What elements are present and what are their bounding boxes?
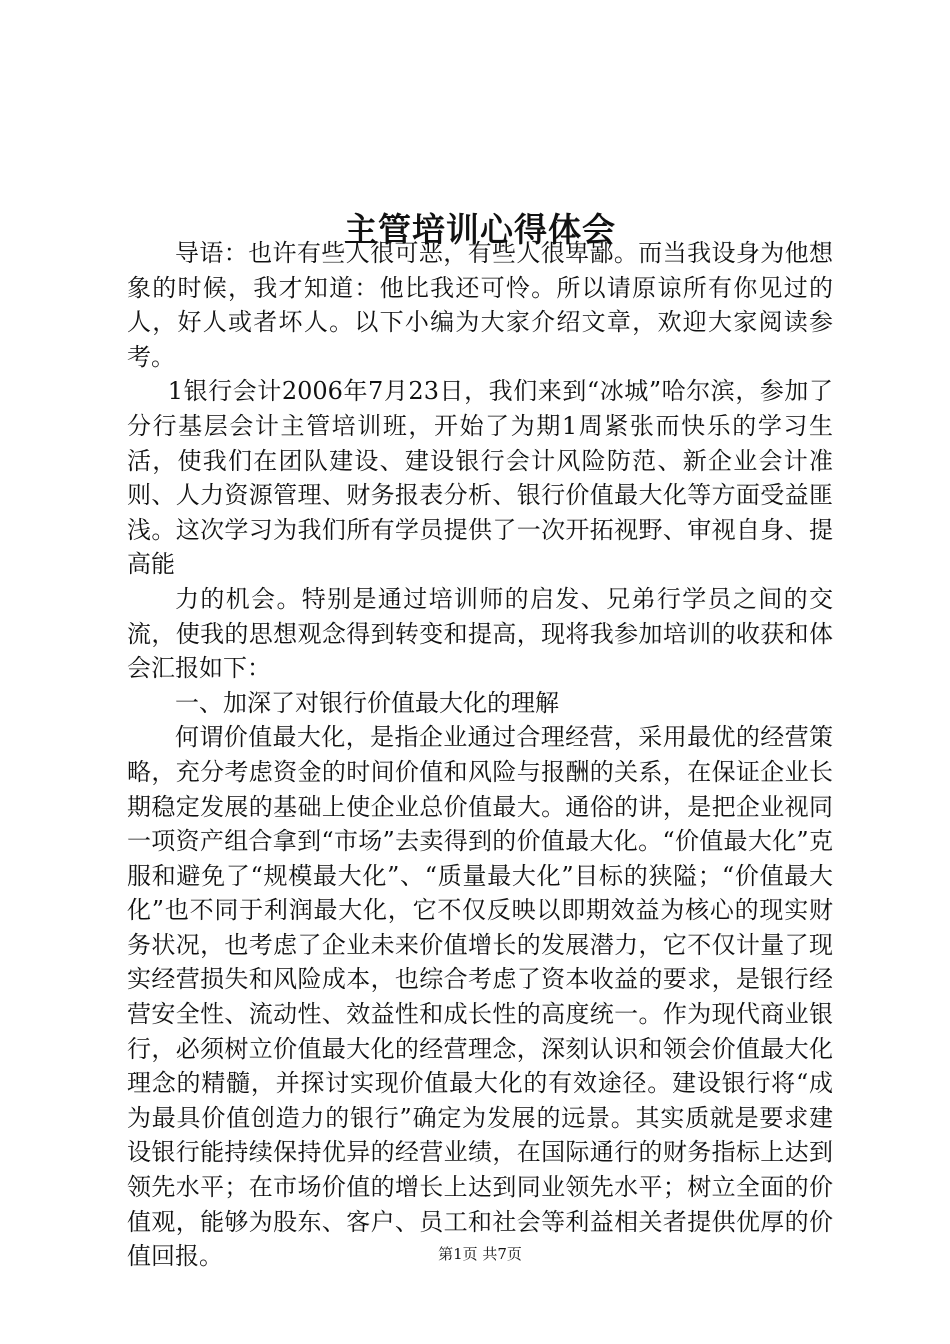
body-paragraph: 何谓价值最大化，是指企业通过合理经营，采用最优的经营策略，充分考虑资金的时间价值和风险与报酬的关系，在保证企业长期稳定发展的基础上使企业总价值最大。通俗的讲，是把企业视同一项资产组合拿到“市场”去卖得到的价值最大化。“价值最大化”克服和避免了“规模最大化”、“质量最大化”目标的狭隘；“价值最大化”也不同于利润最大化，它不仅反映以即期效益为核心的现实财务状况，也考虑了企业未来价值增长的发展潜力，它不仅计量了现实经营损失和风险成本，也综合考虑了资本收益的要求，是银行经营安全性、流动性、效益性和成长性的高度统一。作为现代商业银行，必须树立价值最大化的经营理念，深刻认识和领会价值最大化理念的精髓，并探讨实现价值最大化的有效途径。建设银行将“成为最具价值创造力的银行”确定为发展的远景。其实质就是要求建设银行能持续保持优异的经营业绩，在国际通行的财务指标上达到领先水平；在市场价值的增长上达到同业领先水平；树立全面的价值观，能够为股东、客户、员工和社会等利益相关者提供优厚的价值回报。 [127,723,833,1271]
body-paragraph: 力的机会。特别是通过培训师的启发、兄弟行学员之间的交流，使我的思想观念得到转变和提高，现将我参加培训的收获和体会汇报如下： [127,584,833,683]
section-heading: 一、加深了对银行价值最大化的理解 [175,688,559,717]
document-body [127,236,833,1274]
intro-paragraph: 导语：也许有些人很可恶，有些人很卑鄙。而当我设身为他想象的时候，我才知道：他比我还可怜。所以请原谅所有你见过的人，好人或者坏人。以下小编为大家介绍文章，欢迎大家阅读参考。 [127,239,833,371]
document-title: 主管培训心得体会 [344,210,616,250]
page-footer: 第1页 共7页 [438,1245,522,1263]
body-paragraph: 1银行会计2006年7月23日，我们来到“冰城”哈尔滨，参加了分行基层会计主管培训班，开始了为期1周紧张而快乐的学习生活，使我们在团队建设、建设银行会计风险防范、新企业会计准则、人力资源管理、财务报表分析、银行价值最大化等方面受益匪浅。这次学习为我们所有学员提供了一次开拓视野、审视自身、提高能 [127,377,833,579]
